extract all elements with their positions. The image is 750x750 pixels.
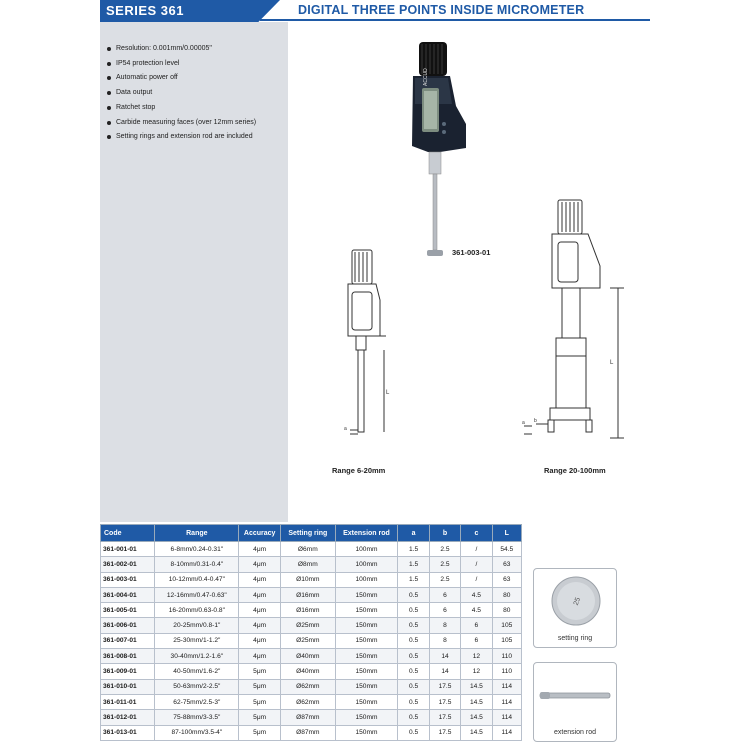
table-cell: 14.5 (461, 725, 492, 740)
table-cell: 1.5 (398, 572, 429, 587)
table-cell: 361-013-01 (101, 725, 155, 740)
table-cell: 0.5 (398, 603, 429, 618)
table-cell: 0.5 (398, 633, 429, 648)
table-cell: 361-007-01 (101, 633, 155, 648)
header-underline (260, 19, 650, 21)
table-row (101, 664, 522, 679)
extension-rod-box (533, 662, 617, 742)
table-cell: 361-004-01 (101, 587, 155, 602)
table-cell: 4μm (239, 649, 281, 664)
table-cell: 361-008-01 (101, 649, 155, 664)
col-header-range: Range (155, 525, 239, 542)
extension-rod-label: extension rod (553, 729, 597, 736)
table-row (101, 649, 522, 664)
table-cell: 2.5 (429, 542, 460, 557)
table-cell: 114 (492, 694, 521, 709)
table-cell: 12-16mm/0.47-0.63" (155, 587, 239, 602)
table-row (101, 618, 522, 633)
table-cell: 1.5 (398, 557, 429, 572)
setting-ring-label: setting ring (557, 635, 593, 642)
table-cell: 105 (492, 618, 521, 633)
dim-b-large: b (534, 418, 537, 424)
table-cell: 361-005-01 (101, 603, 155, 618)
table-cell: 361-010-01 (101, 679, 155, 694)
page-header (100, 0, 650, 22)
table-cell: 4μm (239, 572, 281, 587)
table-cell: Ø16mm (281, 587, 335, 602)
table-cell: 6 (429, 603, 460, 618)
table-cell: Ø40mm (281, 649, 335, 664)
table-cell: 8 (429, 633, 460, 648)
setting-ring-box (533, 568, 617, 648)
table-cell: 150mm (335, 664, 398, 679)
feature-item: IP54 protection level (104, 57, 288, 72)
large-range-drawing (520, 196, 630, 446)
col-header-b: b (429, 525, 460, 542)
large-range-caption: Range 20-100mm (544, 466, 606, 475)
feature-item: Ratchet stop (104, 101, 288, 116)
table-cell: Ø62mm (281, 694, 335, 709)
table-cell: 50-63mm/2-2.5" (155, 679, 239, 694)
table-cell: 4μm (239, 557, 281, 572)
small-range-caption: Range 6-20mm (332, 466, 386, 475)
table-cell: 6 (429, 587, 460, 602)
dim-L-large: L (610, 360, 614, 366)
table-cell: 80 (492, 587, 521, 602)
table-cell: 17.5 (429, 679, 460, 694)
col-header-accuracy: Accuracy (239, 525, 281, 542)
product-title: DIGITAL THREE POINTS INSIDE MICROMETER (298, 3, 585, 17)
table-cell: 40-50mm/1.6-2" (155, 664, 239, 679)
col-header-extension-rod: Extension rod (335, 525, 398, 542)
table-cell: 14.5 (461, 679, 492, 694)
table-cell: 361-003-01 (101, 572, 155, 587)
table-cell: 150mm (335, 618, 398, 633)
table-cell: 100mm (335, 557, 398, 572)
table-cell: Ø62mm (281, 679, 335, 694)
table-cell: 62-75mm/2.5-3" (155, 694, 239, 709)
table-row (101, 542, 522, 557)
table-cell: / (461, 557, 492, 572)
table-cell: 361-002-01 (101, 557, 155, 572)
table-cell: 4μm (239, 587, 281, 602)
extension-rod-image (534, 663, 618, 725)
table-cell: 6 (461, 633, 492, 648)
table-cell: 0.5 (398, 649, 429, 664)
table-cell: 150mm (335, 633, 398, 648)
table-cell: 63 (492, 557, 521, 572)
table-row (101, 710, 522, 725)
table-cell: 5μm (239, 694, 281, 709)
table-cell: 4μm (239, 603, 281, 618)
table-cell: 5μm (239, 710, 281, 725)
col-header-code: Code (101, 525, 155, 542)
table-cell: 0.5 (398, 710, 429, 725)
table-cell: 14.5 (461, 694, 492, 709)
table-cell: 17.5 (429, 725, 460, 740)
table-cell: 0.5 (398, 679, 429, 694)
table-cell: 17.5 (429, 710, 460, 725)
table-cell: 0.5 (398, 664, 429, 679)
small-range-drawing (340, 244, 400, 444)
table-cell: 2.5 (429, 557, 460, 572)
dim-L-small: L (386, 390, 390, 396)
table-cell: Ø6mm (281, 542, 335, 557)
table-cell: 110 (492, 664, 521, 679)
feature-item: Setting rings and extension rod are included (104, 130, 288, 145)
micrometer-photo (400, 36, 480, 266)
table-cell: 100mm (335, 542, 398, 557)
feature-item: Carbide measuring faces (over 12mm series) (104, 116, 288, 131)
table-cell: 2.5 (429, 572, 460, 587)
table-header-row (101, 525, 522, 542)
table-cell: 14 (429, 664, 460, 679)
feature-item: Automatic power off (104, 71, 288, 86)
table-row (101, 633, 522, 648)
table-cell: 16-20mm/0.63-0.8" (155, 603, 239, 618)
table-cell: 110 (492, 649, 521, 664)
table-cell: 0.5 (398, 618, 429, 633)
table-cell: 150mm (335, 587, 398, 602)
spec-table-body (101, 542, 522, 741)
feature-item: Resolution: 0.001mm/0.00005" (104, 42, 288, 57)
table-cell: 0.5 (398, 587, 429, 602)
table-cell: Ø10mm (281, 572, 335, 587)
table-cell: 1.5 (398, 542, 429, 557)
table-cell: 5μm (239, 725, 281, 740)
dim-a-small: a (344, 426, 347, 432)
table-cell: Ø8mm (281, 557, 335, 572)
table-cell: 150mm (335, 725, 398, 740)
table-cell: 150mm (335, 679, 398, 694)
table-cell: 114 (492, 679, 521, 694)
table-row (101, 679, 522, 694)
table-cell: 14 (429, 649, 460, 664)
table-cell: 6 (461, 618, 492, 633)
table-cell: 361-012-01 (101, 710, 155, 725)
table-cell: 100mm (335, 572, 398, 587)
table-cell: 114 (492, 725, 521, 740)
table-cell: 361-006-01 (101, 618, 155, 633)
product-code-label: 361-003-01 (452, 248, 491, 257)
table-cell: 30-40mm/1.2-1.6" (155, 649, 239, 664)
dim-a-large: a (522, 420, 525, 426)
table-cell: 4μm (239, 618, 281, 633)
table-cell: 75-88mm/3-3.5" (155, 710, 239, 725)
table-row (101, 694, 522, 709)
table-cell: Ø87mm (281, 710, 335, 725)
table-cell: 6-8mm/0.24-0.31" (155, 542, 239, 557)
table-cell: 12 (461, 649, 492, 664)
setting-ring-image (534, 569, 618, 631)
table-row (101, 603, 522, 618)
table-cell: 361-001-01 (101, 542, 155, 557)
series-title: SERIES 361 (106, 3, 184, 18)
table-cell: Ø25mm (281, 618, 335, 633)
table-row (101, 572, 522, 587)
table-cell: 361-011-01 (101, 694, 155, 709)
table-cell: 14.5 (461, 710, 492, 725)
table-cell: 20-25mm/0.8-1" (155, 618, 239, 633)
table-cell: Ø87mm (281, 725, 335, 740)
table-cell: 8 (429, 618, 460, 633)
table-cell: 0.5 (398, 725, 429, 740)
col-header-a: a (398, 525, 429, 542)
table-cell: 25-30mm/1-1.2" (155, 633, 239, 648)
table-cell: 10-12mm/0.4-0.47" (155, 572, 239, 587)
table-cell: 4.5 (461, 603, 492, 618)
setting-ring-mark: 25 (572, 596, 583, 607)
table-cell: 63 (492, 572, 521, 587)
feature-list (104, 42, 288, 145)
table-cell: Ø16mm (281, 603, 335, 618)
table-cell: 0.5 (398, 694, 429, 709)
table-cell: 150mm (335, 694, 398, 709)
table-cell: 361-009-01 (101, 664, 155, 679)
table-cell: 105 (492, 633, 521, 648)
table-cell: 5μm (239, 679, 281, 694)
brand-label: ACCUD (423, 68, 429, 86)
table-cell: Ø40mm (281, 664, 335, 679)
feature-item: Data output (104, 86, 288, 101)
table-cell: 54.5 (492, 542, 521, 557)
spec-table (100, 524, 522, 741)
col-header-setting-ring: Setting ring (281, 525, 335, 542)
table-cell: 114 (492, 710, 521, 725)
table-cell: 4μm (239, 633, 281, 648)
table-cell: 80 (492, 603, 521, 618)
table-cell: 5μm (239, 664, 281, 679)
table-cell: 17.5 (429, 694, 460, 709)
table-cell: 12 (461, 664, 492, 679)
col-header-c: c (461, 525, 492, 542)
col-header-L: L (492, 525, 521, 542)
table-cell: / (461, 572, 492, 587)
table-cell: Ø25mm (281, 633, 335, 648)
table-row (101, 725, 522, 740)
table-cell: 150mm (335, 710, 398, 725)
table-row (101, 587, 522, 602)
table-cell: 4μm (239, 542, 281, 557)
table-cell: 4.5 (461, 587, 492, 602)
table-row (101, 557, 522, 572)
table-cell: 150mm (335, 603, 398, 618)
table-cell: 87-100mm/3.5-4" (155, 725, 239, 740)
table-cell: 8-10mm/0.31-0.4" (155, 557, 239, 572)
table-cell: / (461, 542, 492, 557)
table-cell: 150mm (335, 649, 398, 664)
